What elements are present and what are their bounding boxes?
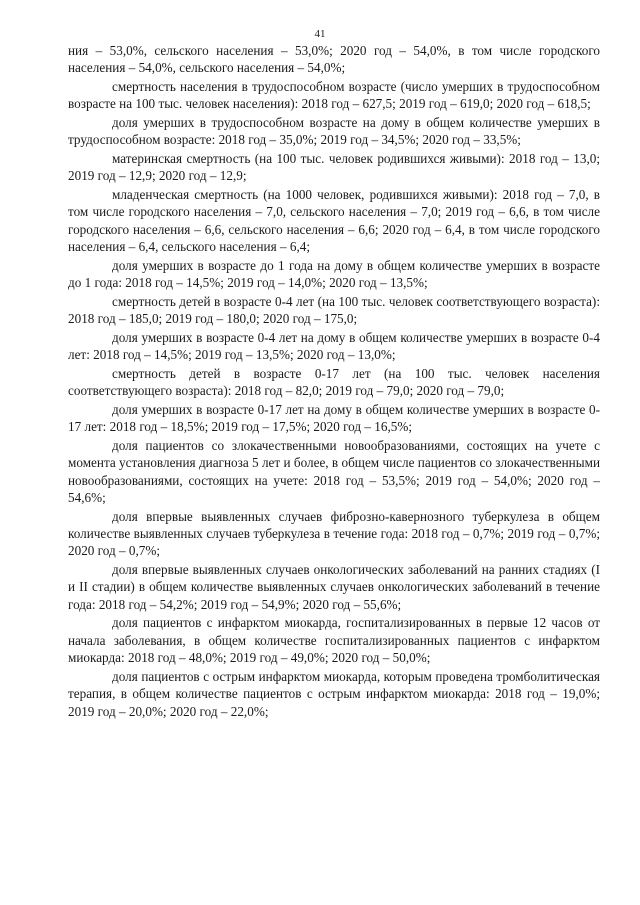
document-body bbox=[68, 42, 600, 721]
paragraph-cancer-patients-5-years: доля пациентов со злокачественными новообразованиями, состоящих на учете с момента установления диагноза 5 лет и более, в общем числе пациентов со злокачественными новообразованиями, состоящих на учете: 2018 год – 53,5%; 2019 год – 54,0%; 2020 год – 54,6%; bbox=[68, 437, 600, 506]
paragraph-tuberculosis: доля впервые выявленных случаев фиброзно-кавернозного туберкулеза в общем количестве выявленных случаев туберкулеза в течение года: 2018 год – 0,7%; 2019 год – 0,7%; 2020 год – 0,7%; bbox=[68, 508, 600, 559]
paragraph-thrombolytic-therapy: доля пациентов с острым инфарктом миокарда, которым проведена тромболитическая терапия, в общем количестве пациентов с острым инфарктом миокарда: 2018 год – 19,0%; 2019 год – 20,0%; 2020 год – 22,0%; bbox=[68, 668, 600, 719]
paragraph-infant-mortality: младенческая смертность (на 1000 человек, родившихся живыми): 2018 год – 7,0, в том числе городского населения – 7,0, сельского населения – 7,0; 2019 год – 6,6, в том числе городского населения – 6,6, сельского населения – 6,6; 2020 год – 6,4, в том числе городского населения – 6,4, сельского населения – 6,4; bbox=[68, 187, 600, 255]
page-number: 41 bbox=[314, 28, 326, 40]
paragraph-child-0-4-home-deaths: доля умерших в возрасте 0-4 лет на дому в общем количестве умерших в возрасте 0-4 лет: 2018 год – 14,5%; 2019 год – 13,5%; 2020 год – 13,0%; bbox=[68, 329, 600, 363]
paragraph-infant-home-deaths: доля умерших в возрасте до 1 года на дому в общем количестве умерших в возрасте до 1 года: 2018 год – 14,5%; 2019 год – 14,0%; 2020 год – 13,5%; bbox=[68, 257, 600, 291]
paragraph-child-0-17-mortality: смертность детей в возрасте 0-17 лет (на 100 тыс. человек населения соответствующего возраста): 2018 год – 82,0; 2019 год – 79,0; 2020 год – 79,0; bbox=[68, 365, 600, 399]
paragraph-working-age-home-deaths: доля умерших в трудоспособном возрасте на дому в общем количестве умерших в трудоспособном возрасте: 2018 год – 35,0%; 2019 год – 34,5%; 2020 год – 33,5%; bbox=[68, 115, 600, 148]
paragraph-continuation: ния – 53,0%, сельского населения – 53,0%; 2020 год – 54,0%, в том числе городского населения – 54,0%, сельского населения – 54,0%; bbox=[68, 43, 600, 76]
paragraph-early-oncology: доля впервые выявленных случаев онкологических заболеваний на ранних стадиях (I и II стадии) в общем количестве выявленных случаев онкологических заболеваний в течение года: 2018 год – 54,2%; 2019 год – 54,9%; 2020 год – 55,6%; bbox=[68, 562, 600, 612]
paragraph-working-age-mortality: смертность населения в трудоспособном возрасте (число умерших в трудоспособном возрасте на 100 тыс. человек населения): 2018 год – 627,5; 2019 год – 619,0; 2020 год – 618,5; bbox=[68, 79, 600, 112]
paragraph-infarction-hospitalization: доля пациентов с инфарктом миокарда, госпитализированных в первые 12 часов от начала заболевания, в общем количестве госпитализированных пациентов с инфарктом миокарда: 2018 год – 48,0%; 2019 год – 49,0%; 2020 год – 50,0%; bbox=[68, 615, 600, 666]
paragraph-maternal-mortality: материнская смертность (на 100 тыс. человек родившихся живыми): 2018 год – 13,0; 2019 год – 12,9; 2020 год – 12,9; bbox=[68, 151, 600, 184]
paragraph-child-0-4-mortality: смертность детей в возрасте 0-4 лет (на 100 тыс. человек соответствующего возраста): 2018 год – 185,0; 2019 год – 180,0; 2020 год – 175,0; bbox=[68, 293, 600, 327]
paragraph-child-0-17-home-deaths: доля умерших в возрасте 0-17 лет на дому в общем количестве умерших в возрасте 0-17 лет: 2018 год – 18,5%; 2019 год – 17,5%; 2020 год – 16,5%; bbox=[68, 401, 600, 435]
